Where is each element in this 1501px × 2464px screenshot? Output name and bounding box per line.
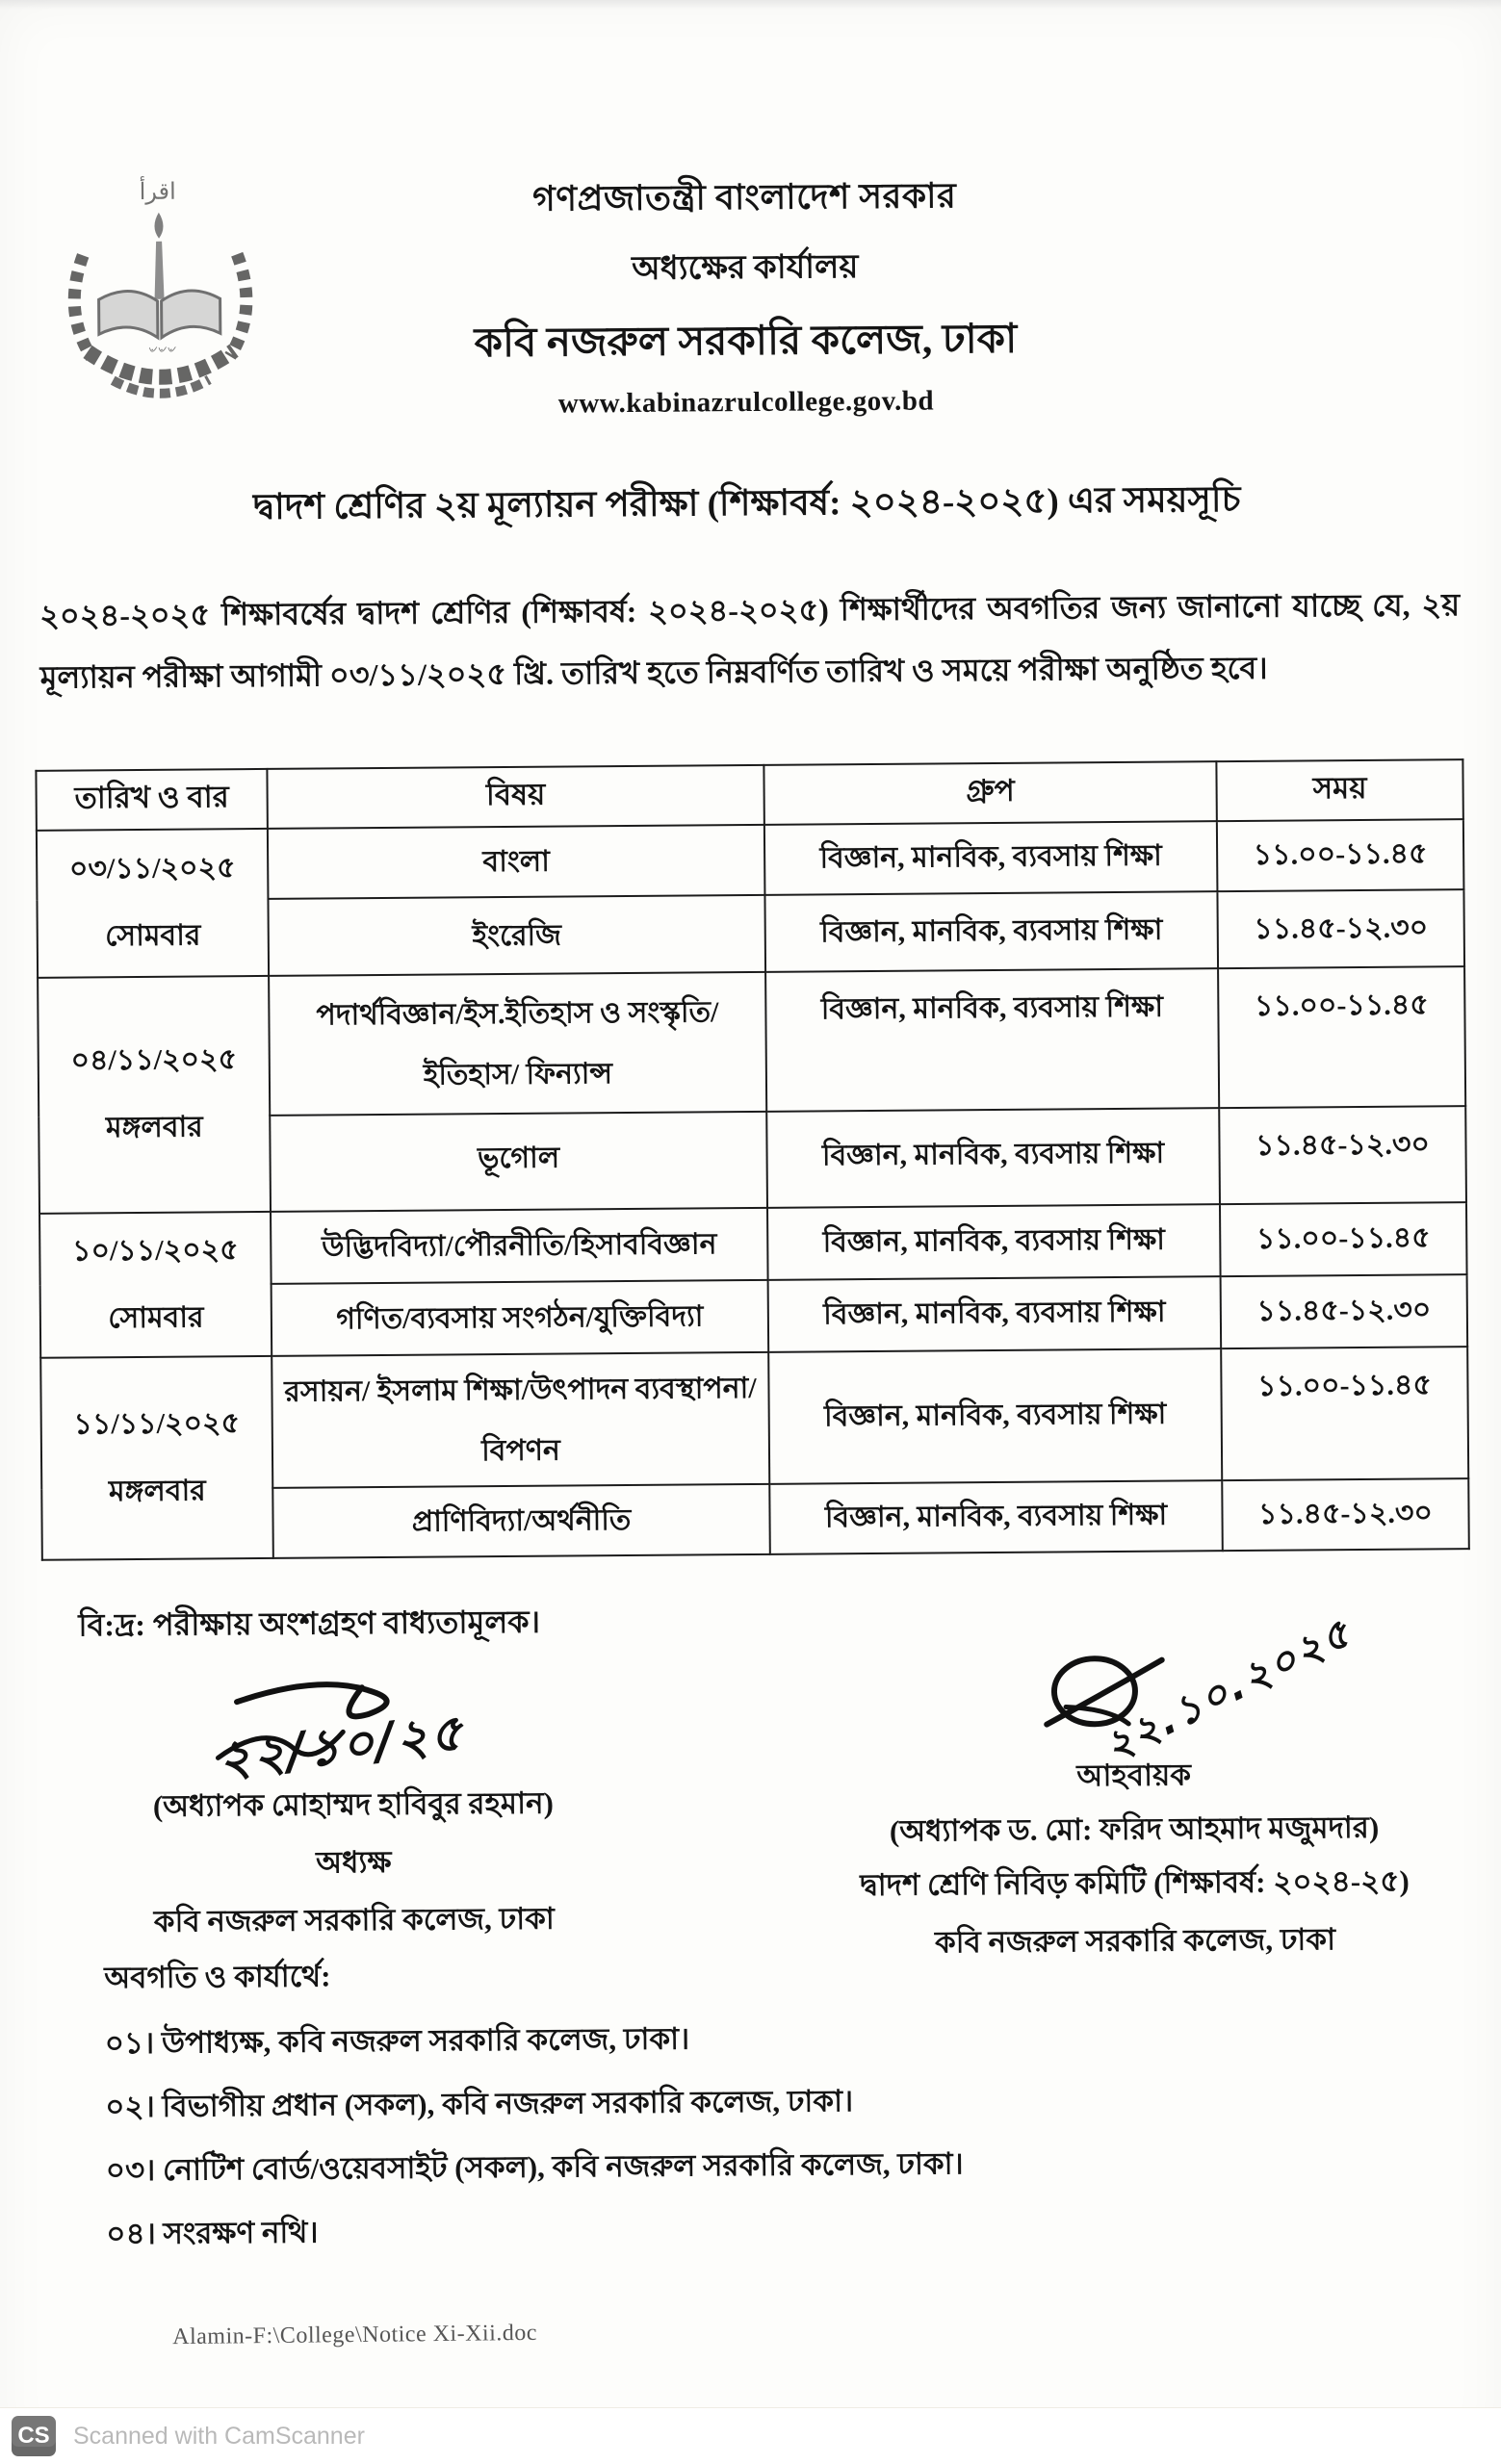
- col-header-date: তারিখ ও বার: [36, 769, 267, 831]
- time-cell: ১১.০০-১১.৪৫: [1217, 819, 1464, 891]
- table-row: [40, 1347, 1468, 1490]
- col-header-subject: বিষয়: [267, 765, 763, 829]
- group-cell: বিজ্ঞান, মানবিক, ব্যবসায় শিক্ষা: [768, 1348, 1222, 1484]
- group-cell: বিজ্ঞান, মানবিক, ব্যবসায় শিক্ষা: [764, 891, 1218, 972]
- table-row: [37, 819, 1464, 901]
- subject-cell: ভূগোল: [270, 1112, 767, 1212]
- list-item: ০১। উপাধ্যক্ষ, কবি নজরুল সরকারি কলেজ, ঢাকা।: [104, 2021, 690, 2061]
- principal-signature-scrawl-icon: [73, 1662, 633, 1789]
- col-header-group: গ্রুপ: [763, 761, 1216, 825]
- exam-date: ০৩/১১/২০২৫: [68, 852, 236, 886]
- subject-cell: উদ্ভিদবিদ্যা/পৌরনীতি/হিসাববিজ্ঞান: [271, 1208, 768, 1284]
- subject-cell: পদার্থবিজ্ঞান/ইস.ইতিহাস ও সংস্কৃতি/ইতিহাস/ ফিন্যান্স: [269, 972, 766, 1116]
- table-row: [39, 1202, 1467, 1286]
- handwritten-date-left: ২২/১০/২৫: [215, 1704, 468, 1789]
- subject-cell: প্রাণিবিদ্যা/অর্থনীতি: [272, 1484, 770, 1558]
- subject-cell: বাংলা: [268, 825, 765, 899]
- svg-text:اقرأ: اقرأ: [139, 179, 176, 205]
- exam-day: সোমবার: [105, 919, 201, 953]
- exam-date: ০৪/১১/২০২৫: [70, 1043, 238, 1077]
- handwritten-date-right: ২২.১০.২০২৫: [1097, 1607, 1360, 1771]
- exam-date: ১১/১১/২০২৫: [73, 1406, 241, 1441]
- date-cell: [38, 976, 271, 1214]
- time-cell: ১১.০০-১১.৪৫: [1220, 1202, 1467, 1276]
- college-name: কবি নজরুল সরকারি কলেজ, ঢাকা: [474, 317, 1018, 367]
- group-cell: বিজ্ঞান, মানবিক, ব্যবসায় শিক্ষা: [769, 1480, 1223, 1554]
- exam-day: সোমবার: [108, 1300, 204, 1334]
- camscanner-bar: [0, 2407, 1501, 2464]
- office-line: অধ্যক্ষের কার্যালয়: [632, 249, 859, 287]
- mandatory-note: বি:দ্র: পরীক্ষায় অংশগ্রহণ বাধ্যতামূলক।: [78, 1604, 541, 1643]
- distribution-section: [104, 1944, 1501, 2261]
- convener-role: আহবায়ক: [1076, 1758, 1192, 1793]
- schedule-table: [35, 758, 1469, 1561]
- group-cell: বিজ্ঞান, মানবিক, ব্যবসায় শিক্ষা: [766, 1108, 1220, 1208]
- time-cell: ১১.০০-১১.৪৫: [1218, 966, 1465, 1108]
- group-cell: বিজ্ঞান, মানবিক, ব্যবসায় শিক্ষা: [768, 1276, 1222, 1352]
- college-seal-icon: [43, 166, 276, 408]
- camscanner-watermark-text: Scanned with CamScanner: [73, 2422, 365, 2450]
- convener-signature-scrawl-icon: [805, 1607, 1461, 1771]
- convener-committee: দ্বাদশ শ্রেণি নিবিড় কমিটি (শিক্ষাবর্ষ: ২০২৪-২৫): [860, 1863, 1410, 1903]
- distribution-list: [105, 2010, 1501, 2261]
- time-cell: ১১.৪৫-১২.৩০: [1221, 1274, 1468, 1348]
- page-title: দ্বাদশ শ্রেণির ২য় মূল্যায়ন পরীক্ষা (শিক্ষাবর্ষ: ২০২৪-২০২৫) এর সময়সূচি: [252, 479, 1241, 528]
- date-cell: [40, 1356, 273, 1560]
- principal-college: কবি নজরুল সরকারি কলেজ, ঢাকা: [153, 1901, 555, 1938]
- time-cell: ১১.৪৫-১২.৩০: [1217, 889, 1464, 968]
- subject-cell: গণিত/ব্যবসায় সংগঠন/যুক্তিবিদ্যা: [272, 1280, 769, 1356]
- website-url: www.kabinazrulcollege.gov.bd: [557, 385, 935, 420]
- time-cell: ১১.৪৫-১২.৩০: [1219, 1106, 1466, 1204]
- svg-text:৺৺৺: ৺৺৺: [146, 344, 175, 361]
- signature-principal: [73, 1662, 634, 1950]
- group-cell: বিজ্ঞান, মানবিক, ব্যবসায় শিক্ষা: [764, 821, 1218, 895]
- exam-date: ১০/১১/২০২৫: [71, 1233, 239, 1268]
- principal-name: (অধ্যাপক মোহাম্মদ হাবিবুর রহমান): [152, 1785, 554, 1823]
- col-header-time: সময়: [1216, 759, 1462, 821]
- subject-cell: ইংরেজি: [268, 895, 765, 976]
- document-file-path: Alamin-F:\College\Notice Xi-Xii.doc: [172, 2320, 538, 2350]
- table-row: [38, 966, 1465, 1117]
- signature-convener: [805, 1607, 1462, 1970]
- time-cell: ১১.৪৫-১২.৩০: [1222, 1478, 1469, 1551]
- government-line: গণপ্রজাতন্ত্রী বাংলাদেশ সরকার: [532, 176, 957, 218]
- list-item: ০২। বিভাগীয় প্রধান (সকল), কবি নজরুল সরকারি কলেজ, ঢাকা।: [105, 2084, 854, 2124]
- subject-cell: রসায়ন/ ইসলাম শিক্ষা/উৎপাদন ব্যবস্থাপনা/ বিপণন: [272, 1352, 769, 1488]
- table-header-row: [36, 759, 1462, 831]
- principal-role: অধ্যক্ষ: [316, 1844, 392, 1880]
- group-cell: বিজ্ঞান, মানবিক, ব্যবসায় শিক্ষা: [767, 1204, 1221, 1280]
- date-cell: [39, 1212, 272, 1358]
- list-item: ০৩। নোটিশ বোর্ড/ওয়েবসাইট (সকল), কবি নজরুল সরকারি কলেজ, ঢাকা।: [105, 2146, 964, 2188]
- letterhead: [0, 0, 1497, 424]
- exam-day: মঙ্গলবার: [105, 1111, 203, 1144]
- list-item: ০৪। সংরক্ষণ নথি।: [106, 2215, 319, 2251]
- intro-paragraph: ২০২৪-২০২৫ শিক্ষাবর্ষের দ্বাদশ শ্রেণির (শিক্ষাবর্ষ: ২০২৪-২০২৫) শিক্ষার্থীদের অবগতির জন্য জানানো যাচ্ছে যে, ২য় মূল্যায়ন পরীক্ষা আগামী ০৩/১১/২০২৫ খ্রি. তারিখ হতে নিম্নবর্ণিত তারিখ ও সময়ে পরীক্ষা অনুষ্ঠিত হবে।: [39, 587, 1461, 695]
- convener-college: কবি নজরুল সরকারি কলেজ, ঢাকা: [934, 1922, 1336, 1960]
- group-cell: বিজ্ঞান, মানবিক, ব্যবসায় শিক্ষা: [765, 968, 1219, 1112]
- camscanner-icon: CS: [12, 2416, 56, 2456]
- distribution-heading: অবগতি ও কার্যার্থে:: [104, 1959, 331, 1995]
- time-cell: ১১.০০-১১.৪৫: [1221, 1347, 1468, 1480]
- convener-name: (অধ্যাপক ড. মো: ফরিদ আহমাদ মজুমদার): [889, 1810, 1380, 1848]
- date-cell: [37, 829, 269, 978]
- exam-day: মঙ্গলবার: [108, 1474, 206, 1507]
